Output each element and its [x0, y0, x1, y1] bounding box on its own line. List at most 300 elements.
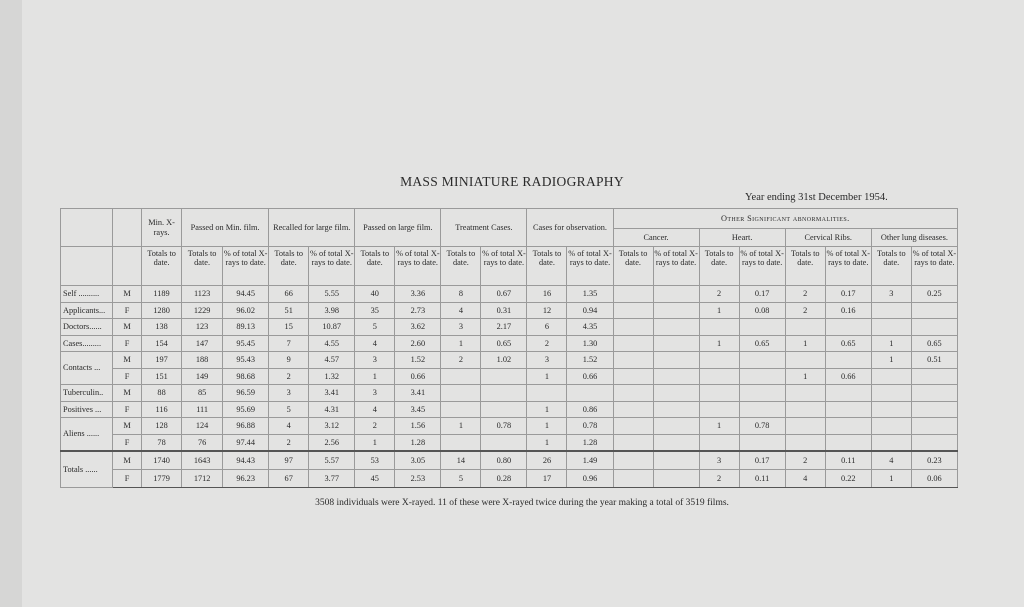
totals-cell: [613, 451, 653, 470]
data-cell: [441, 401, 481, 418]
data-cell: 0.78: [567, 418, 613, 435]
data-cell: [739, 352, 785, 369]
data-cell: 1: [699, 302, 739, 319]
totals-subheader: Totals to date.: [142, 247, 182, 286]
table-row: [61, 319, 958, 336]
totals-cell: 5.57: [309, 451, 355, 470]
data-cell: 0.94: [567, 302, 613, 319]
data-cell: 0.08: [739, 302, 785, 319]
data-cell: [481, 434, 527, 451]
sex-cell: M: [113, 385, 142, 402]
data-cell: [785, 352, 825, 369]
data-cell: [653, 302, 699, 319]
table-row: [61, 418, 958, 435]
data-cell: 2: [269, 368, 309, 385]
data-cell: 0.65: [911, 335, 957, 352]
data-cell: 3: [355, 385, 395, 402]
data-cell: 149: [182, 368, 223, 385]
data-cell: [653, 418, 699, 435]
data-cell: [825, 434, 871, 451]
totals-cell: 1712: [182, 470, 223, 488]
data-cell: 0.65: [739, 335, 785, 352]
totals-subheader: Totals to date.: [182, 247, 223, 286]
radiography-table: [60, 208, 958, 488]
pct-subheader: % of total X-rays to date.: [739, 247, 785, 286]
data-cell: 1.28: [567, 434, 613, 451]
data-cell: 2: [269, 434, 309, 451]
sex-cell: M: [113, 352, 142, 369]
data-cell: 3.41: [395, 385, 441, 402]
data-cell: 4: [269, 418, 309, 435]
totals-cell: 4: [871, 451, 911, 470]
data-cell: [871, 319, 911, 336]
data-cell: 147: [182, 335, 223, 352]
data-cell: [825, 319, 871, 336]
data-cell: 1: [699, 335, 739, 352]
data-cell: [825, 385, 871, 402]
data-cell: 1: [527, 418, 567, 435]
data-cell: 95.43: [223, 352, 269, 369]
data-cell: 1123: [182, 286, 223, 303]
data-cell: [567, 385, 613, 402]
totals-cell: 3: [699, 451, 739, 470]
table-row: [61, 335, 958, 352]
data-cell: 1.56: [395, 418, 441, 435]
row-label: Self ..........: [61, 286, 113, 303]
data-cell: [911, 385, 957, 402]
page-edge-shadow: [0, 0, 22, 607]
data-cell: 16: [527, 286, 567, 303]
data-cell: 3: [441, 319, 481, 336]
data-cell: 7: [269, 335, 309, 352]
totals-subheader: Totals to date.: [441, 247, 481, 286]
data-cell: 0.86: [567, 401, 613, 418]
data-cell: [481, 368, 527, 385]
data-cell: 2: [355, 418, 395, 435]
data-cell: 0.17: [739, 286, 785, 303]
data-cell: 4.35: [567, 319, 613, 336]
pct-subheader: % of total X-rays to date.: [481, 247, 527, 286]
row-label: Aliens ......: [61, 418, 113, 452]
data-cell: [613, 368, 653, 385]
data-cell: 3: [269, 385, 309, 402]
data-cell: [825, 352, 871, 369]
data-cell: 1: [355, 368, 395, 385]
sex-cell: F: [113, 470, 142, 488]
totals-cell: 3.77: [309, 470, 355, 488]
data-cell: [441, 434, 481, 451]
row-label: Tuberculin..: [61, 385, 113, 402]
data-cell: 8: [441, 286, 481, 303]
data-cell: [613, 352, 653, 369]
data-cell: [911, 368, 957, 385]
data-cell: 3: [527, 352, 567, 369]
totals-cell: 4: [785, 470, 825, 488]
totals-cell: 0.11: [825, 451, 871, 470]
row-label: Positives ...: [61, 401, 113, 418]
totals-cell: [653, 470, 699, 488]
data-cell: [785, 401, 825, 418]
totals-cell: 97: [269, 451, 309, 470]
table-row: [61, 385, 958, 402]
data-cell: 0.31: [481, 302, 527, 319]
pct-subheader: % of total X-rays to date.: [395, 247, 441, 286]
data-cell: [871, 434, 911, 451]
passed-large-header: Passed on large film.: [355, 209, 441, 247]
totals-cell: 1740: [142, 451, 182, 470]
data-cell: 3.41: [309, 385, 355, 402]
data-cell: [653, 335, 699, 352]
data-cell: 96.02: [223, 302, 269, 319]
totals-cell: 0.80: [481, 451, 527, 470]
data-cell: 4: [355, 335, 395, 352]
data-cell: [699, 385, 739, 402]
pct-subheader: % of total X-rays to date.: [223, 247, 269, 286]
totals-cell: 0.96: [567, 470, 613, 488]
data-cell: 188: [182, 352, 223, 369]
totals-cell: 94.43: [223, 451, 269, 470]
data-cell: 151: [142, 368, 182, 385]
data-cell: 78: [142, 434, 182, 451]
data-cell: 2.73: [395, 302, 441, 319]
other-abnormalities-header: Other Significant abnormalities.: [613, 209, 957, 229]
heart-header: Heart.: [699, 229, 785, 247]
data-cell: 97.44: [223, 434, 269, 451]
data-cell: 1: [699, 418, 739, 435]
totals-cell: 0.11: [739, 470, 785, 488]
data-cell: 66: [269, 286, 309, 303]
other-lung-header: Other lung diseases.: [871, 229, 957, 247]
data-cell: 1.32: [309, 368, 355, 385]
sex-cell: M: [113, 286, 142, 303]
data-cell: 4: [355, 401, 395, 418]
data-cell: 0.51: [911, 352, 957, 369]
sex-cell: F: [113, 368, 142, 385]
totals-row: [61, 470, 958, 488]
data-cell: [739, 434, 785, 451]
totals-cell: 1.49: [567, 451, 613, 470]
data-cell: 1.30: [567, 335, 613, 352]
data-cell: 0.17: [825, 286, 871, 303]
data-cell: [653, 352, 699, 369]
data-cell: [911, 302, 957, 319]
totals-cell: 96.23: [223, 470, 269, 488]
data-cell: 94.45: [223, 286, 269, 303]
data-cell: [699, 401, 739, 418]
data-cell: 96.59: [223, 385, 269, 402]
data-cell: 2: [441, 352, 481, 369]
data-cell: 10.87: [309, 319, 355, 336]
data-cell: 0.25: [911, 286, 957, 303]
blank-subheader: [61, 247, 113, 286]
data-cell: 1: [871, 335, 911, 352]
totals-cell: 5: [441, 470, 481, 488]
totals-cell: 1643: [182, 451, 223, 470]
data-cell: 1.35: [567, 286, 613, 303]
table-row: [61, 368, 958, 385]
totals-cell: 0.23: [911, 451, 957, 470]
observation-header: Cases for observation.: [527, 209, 613, 247]
table-row: [61, 302, 958, 319]
treatment-header: Treatment Cases.: [441, 209, 527, 247]
data-cell: [871, 418, 911, 435]
data-cell: [613, 418, 653, 435]
totals-cell: 0.17: [739, 451, 785, 470]
data-cell: [911, 434, 957, 451]
totals-cell: 26: [527, 451, 567, 470]
data-cell: 124: [182, 418, 223, 435]
data-cell: [825, 418, 871, 435]
data-cell: [613, 335, 653, 352]
data-cell: [441, 385, 481, 402]
data-cell: [699, 319, 739, 336]
totals-subheader: Totals to date.: [269, 247, 309, 286]
sex-cell: F: [113, 302, 142, 319]
totals-cell: 67: [269, 470, 309, 488]
data-cell: [871, 302, 911, 319]
data-cell: [871, 385, 911, 402]
data-cell: 154: [142, 335, 182, 352]
data-cell: [613, 302, 653, 319]
data-cell: [825, 401, 871, 418]
data-cell: 116: [142, 401, 182, 418]
totals-cell: 0.28: [481, 470, 527, 488]
data-cell: 1.02: [481, 352, 527, 369]
data-cell: 0.16: [825, 302, 871, 319]
data-cell: 40: [355, 286, 395, 303]
data-cell: [739, 385, 785, 402]
totals-label: Totals ......: [61, 451, 113, 488]
cancer-header: Cancer.: [613, 229, 699, 247]
sex-cell: F: [113, 335, 142, 352]
data-cell: [785, 418, 825, 435]
recalled-header: Recalled for large film.: [269, 209, 355, 247]
data-cell: 1: [441, 418, 481, 435]
data-cell: [871, 368, 911, 385]
totals-cell: 0.06: [911, 470, 957, 488]
data-cell: [739, 368, 785, 385]
data-cell: [441, 368, 481, 385]
row-label: Contacts ...: [61, 352, 113, 385]
sex-cell: M: [113, 451, 142, 470]
data-cell: [613, 401, 653, 418]
data-cell: 0.66: [567, 368, 613, 385]
data-cell: 197: [142, 352, 182, 369]
data-cell: [699, 434, 739, 451]
data-cell: 1.52: [395, 352, 441, 369]
data-cell: 3.12: [309, 418, 355, 435]
data-cell: [699, 368, 739, 385]
data-cell: 3.45: [395, 401, 441, 418]
sex-header: [113, 209, 142, 247]
data-cell: [653, 286, 699, 303]
data-cell: [653, 401, 699, 418]
data-cell: 5: [355, 319, 395, 336]
totals-subheader: Totals to date.: [355, 247, 395, 286]
data-cell: 1: [441, 335, 481, 352]
data-cell: 128: [142, 418, 182, 435]
data-cell: 4: [441, 302, 481, 319]
data-cell: 98.68: [223, 368, 269, 385]
totals-cell: 45: [355, 470, 395, 488]
min-xrays-header: Min. X-rays.: [142, 209, 182, 247]
data-cell: 123: [182, 319, 223, 336]
data-cell: 12: [527, 302, 567, 319]
totals-cell: 1779: [142, 470, 182, 488]
data-cell: [739, 319, 785, 336]
data-cell: [527, 385, 567, 402]
data-cell: [613, 385, 653, 402]
data-cell: [785, 385, 825, 402]
cervical-ribs-header: Cervical Ribs.: [785, 229, 871, 247]
data-cell: 88: [142, 385, 182, 402]
data-cell: 1280: [142, 302, 182, 319]
totals-cell: [613, 470, 653, 488]
data-cell: 1: [785, 368, 825, 385]
data-cell: 3: [355, 352, 395, 369]
data-cell: 76: [182, 434, 223, 451]
passed-min-header: Passed on Min. film.: [182, 209, 269, 247]
data-cell: [785, 434, 825, 451]
totals-row: [61, 451, 958, 470]
data-cell: 95.69: [223, 401, 269, 418]
totals-cell: 2: [699, 470, 739, 488]
data-cell: [653, 385, 699, 402]
data-cell: 0.66: [825, 368, 871, 385]
data-cell: 1.52: [567, 352, 613, 369]
data-cell: 2.17: [481, 319, 527, 336]
year-line: Year ending 31st December 1954.: [745, 192, 888, 203]
totals-cell: 2: [785, 451, 825, 470]
footnote: 3508 individuals were X-rayed. 11 of these were X-rayed twice during the year making a total of 3519 films.: [315, 498, 729, 508]
data-cell: 51: [269, 302, 309, 319]
data-cell: 35: [355, 302, 395, 319]
data-cell: 1: [527, 401, 567, 418]
data-cell: [911, 401, 957, 418]
data-cell: [613, 434, 653, 451]
data-cell: 0.78: [739, 418, 785, 435]
corner-cell: [61, 209, 113, 247]
sex-cell: F: [113, 401, 142, 418]
data-cell: 111: [182, 401, 223, 418]
data-cell: [481, 385, 527, 402]
data-cell: 2: [699, 286, 739, 303]
data-cell: 89.13: [223, 319, 269, 336]
blank-subheader: [113, 247, 142, 286]
totals-cell: 0.22: [825, 470, 871, 488]
row-label: Cases.........: [61, 335, 113, 352]
data-cell: [653, 319, 699, 336]
totals-cell: 3.05: [395, 451, 441, 470]
data-cell: 5: [269, 401, 309, 418]
data-cell: 3: [871, 286, 911, 303]
pct-subheader: % of total X-rays to date.: [825, 247, 871, 286]
pct-subheader: % of total X-rays to date.: [911, 247, 957, 286]
totals-subheader: Totals to date.: [871, 247, 911, 286]
data-cell: [613, 319, 653, 336]
sex-cell: M: [113, 418, 142, 435]
data-cell: 2: [527, 335, 567, 352]
data-cell: 1.28: [395, 434, 441, 451]
data-cell: 0.78: [481, 418, 527, 435]
totals-cell: [653, 451, 699, 470]
totals-subheader: Totals to date.: [613, 247, 653, 286]
data-cell: 95.45: [223, 335, 269, 352]
data-cell: [699, 352, 739, 369]
data-cell: 138: [142, 319, 182, 336]
data-cell: 0.67: [481, 286, 527, 303]
data-cell: 2.56: [309, 434, 355, 451]
data-cell: 1: [871, 352, 911, 369]
data-cell: [481, 401, 527, 418]
totals-cell: 2.53: [395, 470, 441, 488]
data-cell: [653, 434, 699, 451]
totals-cell: 14: [441, 451, 481, 470]
totals-subheader: Totals to date.: [785, 247, 825, 286]
data-cell: 4.31: [309, 401, 355, 418]
table-row: [61, 286, 958, 303]
data-cell: [653, 368, 699, 385]
table-row: [61, 352, 958, 369]
data-cell: 15: [269, 319, 309, 336]
data-cell: 1189: [142, 286, 182, 303]
data-cell: 1: [355, 434, 395, 451]
table-row: [61, 401, 958, 418]
data-cell: 6: [527, 319, 567, 336]
data-cell: 1: [527, 434, 567, 451]
data-cell: 2: [785, 286, 825, 303]
sex-cell: F: [113, 434, 142, 451]
data-cell: 0.65: [825, 335, 871, 352]
data-cell: 4.57: [309, 352, 355, 369]
data-cell: 5.55: [309, 286, 355, 303]
pct-subheader: % of total X-rays to date.: [567, 247, 613, 286]
data-cell: 9: [269, 352, 309, 369]
data-cell: [785, 319, 825, 336]
data-cell: [739, 401, 785, 418]
data-cell: [911, 418, 957, 435]
data-cell: 85: [182, 385, 223, 402]
totals-subheader: Totals to date.: [527, 247, 567, 286]
table-row: [61, 434, 958, 451]
data-cell: 3.36: [395, 286, 441, 303]
data-cell: 0.65: [481, 335, 527, 352]
data-cell: 2.60: [395, 335, 441, 352]
totals-cell: 53: [355, 451, 395, 470]
page-title: MASS MINIATURE RADIOGRAPHY: [400, 174, 624, 189]
data-cell: 96.88: [223, 418, 269, 435]
data-cell: [911, 319, 957, 336]
row-label: Applicants...: [61, 302, 113, 319]
totals-subheader: Totals to date.: [699, 247, 739, 286]
row-label: Doctors......: [61, 319, 113, 336]
data-cell: 4.55: [309, 335, 355, 352]
pct-subheader: % of total X-rays to date.: [653, 247, 699, 286]
data-cell: 1: [785, 335, 825, 352]
pct-subheader: % of total X-rays to date.: [309, 247, 355, 286]
totals-cell: 17: [527, 470, 567, 488]
data-cell: 2: [785, 302, 825, 319]
data-cell: [613, 286, 653, 303]
data-cell: 3.62: [395, 319, 441, 336]
data-cell: 1: [527, 368, 567, 385]
sex-cell: M: [113, 319, 142, 336]
data-cell: [871, 401, 911, 418]
totals-cell: 1: [871, 470, 911, 488]
data-cell: 3.98: [309, 302, 355, 319]
data-cell: 0.66: [395, 368, 441, 385]
data-cell: 1229: [182, 302, 223, 319]
